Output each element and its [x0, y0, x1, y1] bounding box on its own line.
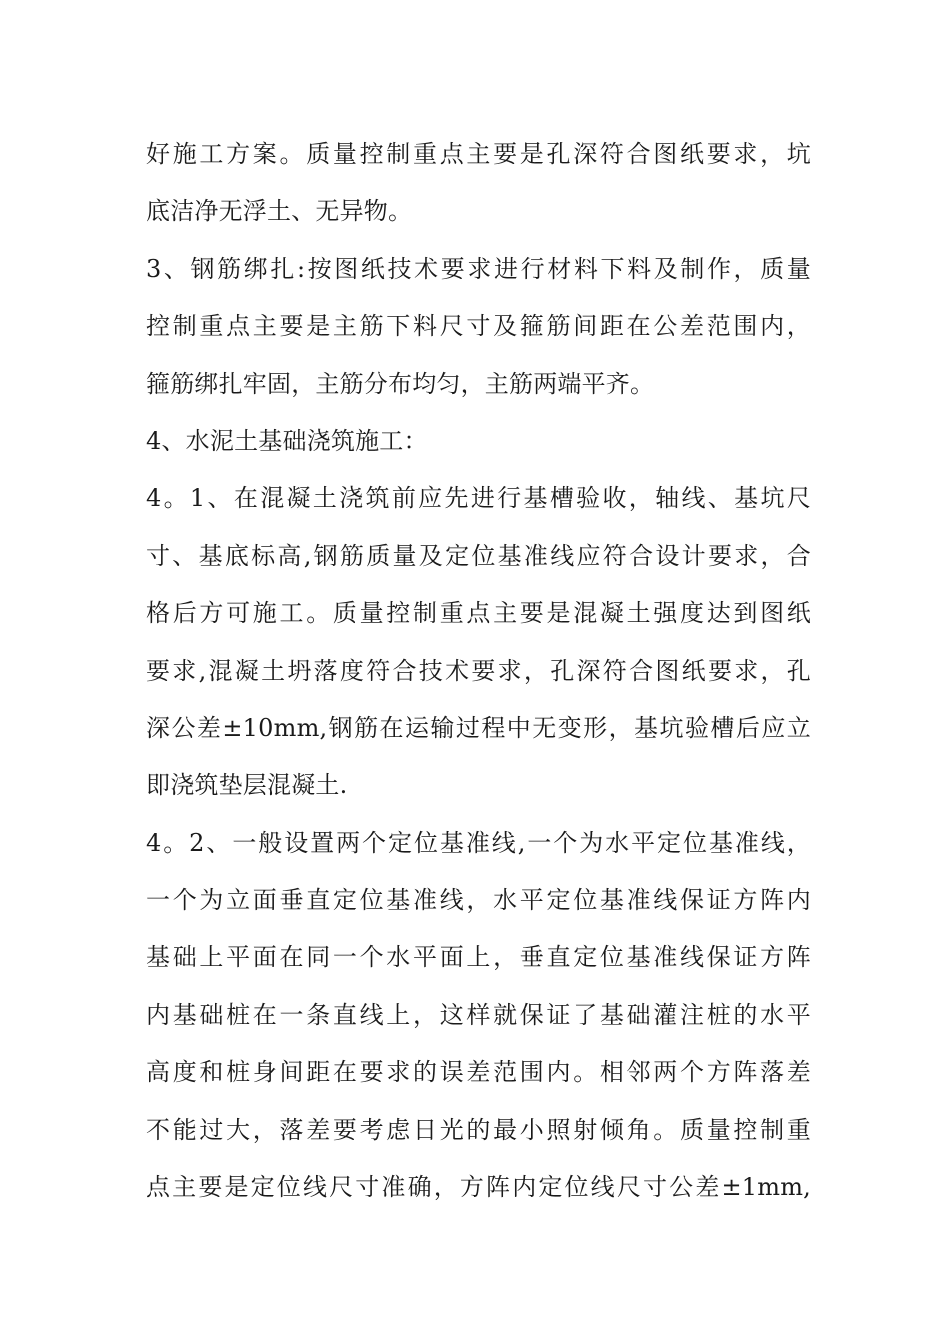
text-line: 好施工方案。质量控制重点主要是孔深符合图纸要求，坑 [146, 140, 811, 168]
text-line: 寸、基底标高,钢筋质量及定位基准线应符合设计要求，合 [146, 541, 811, 570]
text-line: 控制重点主要是主筋下料尺寸及箍筋间距在公差范围内， [146, 312, 811, 341]
document-body [146, 126, 811, 1216]
text-line: 基础上平面在同一个水平面上，垂直定位基准线保证方阵 [146, 943, 811, 972]
text-line: 一个为立面垂直定位基准线，水平定位基准线保证方阵内 [146, 886, 811, 915]
text-line: 4、水泥土基础浇筑施工： [146, 426, 428, 455]
text-line: 深公差±10mm,钢筋在运输过程中无变形，基坑验槽后应立 [146, 713, 811, 742]
text-line: 4。1、在混凝土浇筑前应先进行基槽验收，轴线、基坑尺 [146, 484, 811, 513]
text-line: 内基础桩在一条直线上，这样就保证了基础灌注桩的水平 [146, 1000, 811, 1029]
text-line: 4。2、一般设置两个定位基准线,一个为水平定位基准线， [146, 828, 811, 857]
text-line: 高度和桩身间距在要求的误差范围内。相邻两个方阵落差 [146, 1058, 811, 1087]
text-line: 底洁净无浮土、无异物。 [146, 197, 413, 226]
text-line: 即浇筑垫层混凝土. [146, 771, 348, 800]
text-line: 箍筋绑扎牢固，主筋分布均匀，主筋两端平齐。 [146, 369, 655, 398]
text-line: 格后方可施工。质量控制重点主要是混凝土强度达到图纸 [146, 599, 811, 628]
text-line: 要求,混凝土坍落度符合技术要求，孔深符合图纸要求，孔 [146, 656, 811, 685]
text-line: 不能过大，落差要考虑日光的最小照射倾角。质量控制重 [146, 1115, 811, 1144]
text-line: 3、钢筋绑扎:按图纸技术要求进行材料下料及制作，质量 [146, 254, 811, 283]
text-line: 点主要是定位线尺寸准确，方阵内定位线尺寸公差±1mm, [146, 1173, 811, 1202]
